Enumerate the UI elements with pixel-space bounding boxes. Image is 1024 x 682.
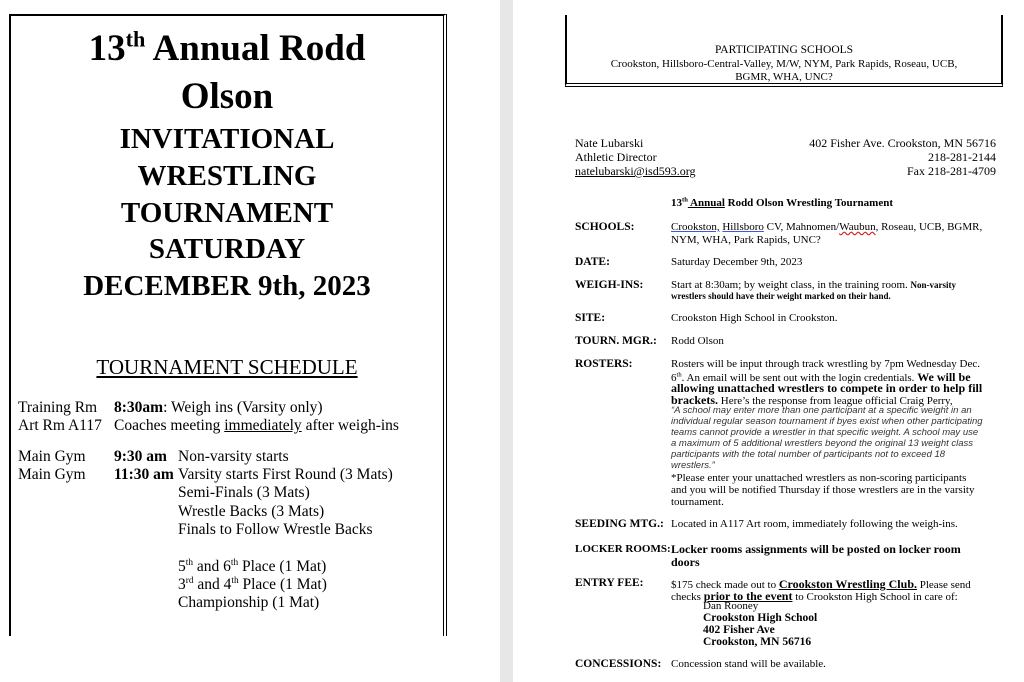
- manager-label: TOURN. MGR.:: [575, 335, 657, 347]
- schedule-description: : Weigh ins (Varsity only): [163, 399, 323, 416]
- rosters-note-2: and you will be notified Thursday if those wrestlers are in the varsity: [671, 484, 975, 496]
- title-line-4: WRESTLING: [137, 160, 317, 192]
- contact-fax: Fax 218-281-4709: [907, 164, 996, 178]
- title-number: 13: [88, 28, 126, 69]
- concessions-label: CONCESSIONS:: [575, 658, 662, 670]
- place-sup: th: [185, 557, 193, 568]
- page-border-frame: [9, 14, 447, 636]
- schools-line-2: NYM, WHA, Park Rapids, UNC?: [671, 234, 821, 246]
- school-name: Hillsboro: [722, 221, 764, 233]
- entry-line-4: Crookston High School: [703, 612, 818, 624]
- entry-line-5: 402 Fisher Ave: [703, 624, 775, 636]
- date-label: DATE:: [575, 256, 610, 268]
- schedule-time-value: 9:30 am: [114, 448, 167, 465]
- rosters-text: 6: [671, 372, 677, 384]
- schedule-emphasis: immediately: [224, 417, 302, 434]
- schedule-row-detail: [114, 417, 399, 435]
- locker-line-1: Locker rooms assignments will be posted on locker room: [671, 542, 961, 556]
- school-name: , Roseau, UCB, BGMR,: [875, 221, 983, 233]
- rosters-text: . An email will be sent out with the login credentials.: [681, 372, 918, 384]
- entry-fee-label: ENTRY FEE:: [575, 577, 644, 589]
- page-gap: [500, 0, 513, 682]
- participating-schools-box: [565, 15, 1003, 87]
- rosters-quote-6: wrestlers.”: [671, 460, 715, 471]
- schedule-place-3-4: [178, 576, 327, 594]
- school-name: Crookston,: [671, 221, 720, 233]
- schedule-time-value: 11:30 am: [114, 466, 174, 483]
- locker-line-2: doors: [671, 555, 700, 569]
- title-line-2: Olson: [180, 76, 274, 117]
- entry-bold: Crookston Wrestling Club.: [778, 577, 917, 591]
- schedule-location: Main Gym: [18, 466, 86, 483]
- place-num: and 4: [193, 576, 232, 593]
- participating-line-2: BGMR, WHA, UNC?: [735, 71, 833, 83]
- contact-name: Nate Lubarski: [575, 136, 644, 150]
- title-line-1: [11, 28, 443, 70]
- title-line-6: SATURDAY: [148, 233, 306, 265]
- title-sup: th: [682, 196, 688, 204]
- title-num: 13: [671, 197, 682, 209]
- rosters-line-1: Rosters will be input through track wrestling by 7pm Wednesday Dec.: [671, 358, 980, 370]
- schedule-description: Finals to Follow Wrestle Backs: [178, 521, 373, 538]
- schools-label: SCHOOLS:: [575, 221, 635, 233]
- schedule-description: Wrestle Backs (3 Mats): [178, 503, 325, 520]
- entry-text: Please send: [917, 579, 971, 591]
- schedule-description: Semi-Finals (3 Mats): [178, 484, 310, 501]
- schedule-location: Training Rm: [18, 399, 98, 416]
- schedule-location: Art Rm A117: [18, 417, 102, 434]
- rosters-quote-1: “A school may enter more than one participant at a specific weight in an: [671, 405, 972, 416]
- place-num: 3: [178, 576, 186, 593]
- rosters-label: ROSTERS:: [575, 358, 633, 370]
- schedule-description: Varsity starts First Round (3 Mats): [178, 466, 393, 483]
- weighins-line-2: wrestlers should have their weight marked on their hand.: [671, 291, 891, 301]
- schedule-description: after weigh-ins: [301, 417, 399, 434]
- rosters-quote-3: teams cannot provide a wrestler in that specific weight. A school may use: [671, 427, 979, 438]
- place-num: 5: [178, 558, 186, 575]
- participating-line-1: Crookston, Hillsboro-Central-Valley, M/W, NYM, Park Rapids, Roseau, UCB,: [610, 58, 958, 70]
- schedule-description: Championship (1 Mat): [178, 594, 320, 611]
- place-sup: th: [231, 575, 239, 586]
- rosters-quote-2: individual regular season tournament if byes exist when other participating: [671, 416, 983, 427]
- schedule-row-detail: [114, 399, 323, 417]
- place-num: and 6: [192, 558, 231, 575]
- place-sup: th: [230, 557, 239, 568]
- site-value: Crookston High School in Crookston.: [671, 312, 838, 324]
- weighins-label: WEIGH-INS:: [575, 279, 644, 291]
- contact-phone: 218-281-2144: [928, 150, 996, 164]
- schedule-description: Non-varsity starts: [178, 448, 289, 465]
- school-name: Waubun: [839, 221, 876, 233]
- rosters-bold: We will be: [917, 370, 971, 384]
- weighins-emphasis: Non-varsity: [910, 280, 957, 290]
- rosters-line-3: allowing unattached wrestlers to compete in order to help fill: [671, 381, 983, 395]
- right-page: [513, 0, 1024, 682]
- title-line-7: DECEMBER 9th, 2023: [83, 270, 371, 302]
- schedule-time: 8:30am: [114, 399, 164, 416]
- rosters-note-1: *Please enter your unattached wrestlers as non-scoring participants: [671, 472, 967, 484]
- manager-value: Rodd Olson: [671, 335, 724, 347]
- concessions-value: Concession stand will be available.: [671, 658, 826, 670]
- entry-line-3: Dan Rooney: [703, 600, 759, 612]
- rosters-note-3: tournament.: [671, 496, 724, 508]
- contact-role: Athletic Director: [575, 150, 657, 164]
- schools-line-1: [671, 221, 982, 233]
- contact-address: 402 Fisher Ave. Crookston, MN 56716: [809, 136, 996, 150]
- entry-text: $175 check made out to: [671, 579, 779, 591]
- entry-text: checks: [671, 591, 704, 603]
- locker-label: LOCKER ROOMS:: [575, 543, 671, 555]
- seeding-label: SEEDING MTG.:: [575, 518, 664, 530]
- place-text: Place (1 Mat): [238, 576, 327, 593]
- rosters-sup: th: [676, 371, 682, 379]
- rosters-quote-4: a maximum of 5 additional wrestlers beyond the original 13 weight class: [671, 438, 974, 449]
- schedule-place-5-6: [178, 558, 326, 576]
- school-name: CV, Mahnomen/: [763, 221, 840, 233]
- place-sup: rd: [185, 575, 194, 586]
- title-line-3: INVITATIONAL: [119, 123, 335, 155]
- rosters-quote-5: participants with the total number of participants not to exceed 18: [671, 449, 946, 460]
- tournament-title: [671, 197, 893, 209]
- title-rest: Annual Rodd: [145, 28, 366, 69]
- participating-heading: PARTICIPATING SCHOOLS: [714, 44, 854, 56]
- seeding-value: Located in A117 Art room, immediately following the weigh-ins.: [671, 518, 958, 530]
- place-text: Place (1 Mat): [238, 558, 327, 575]
- schedule-row: [18, 399, 97, 417]
- site-label: SITE:: [575, 312, 606, 324]
- weighins-text: Start at 8:30am; by weight class, in the training room.: [671, 279, 911, 291]
- date-value: Saturday December 9th, 2023: [671, 256, 803, 268]
- schedule-time: [114, 448, 167, 466]
- schedule-location: Main Gym: [18, 448, 86, 465]
- schedule-description: Coaches meeting: [114, 417, 225, 434]
- schedule-heading: TOURNAMENT SCHEDULE: [96, 355, 358, 379]
- rosters-bold: brackets.: [671, 393, 718, 407]
- entry-line-6: Crookston, MN 56716: [703, 636, 812, 648]
- title-rest: Rodd Olson Wrestling Tournament: [724, 197, 893, 209]
- schedule-time: [114, 466, 174, 484]
- title-superscript: th: [125, 26, 146, 52]
- left-page: [0, 0, 500, 682]
- rosters-text: Here’s the response from league official Craig Perry,: [718, 395, 953, 407]
- weighins-line-1: [671, 279, 956, 291]
- entry-text: to Crookston High School in care of:: [792, 591, 958, 603]
- contact-email-link[interactable]: natelubarski@isd593.org: [575, 164, 696, 178]
- title-line-5: TOURNAMENT: [120, 197, 334, 229]
- entry-bold: prior to the event: [703, 589, 793, 603]
- title-underlined: Annual: [687, 197, 725, 209]
